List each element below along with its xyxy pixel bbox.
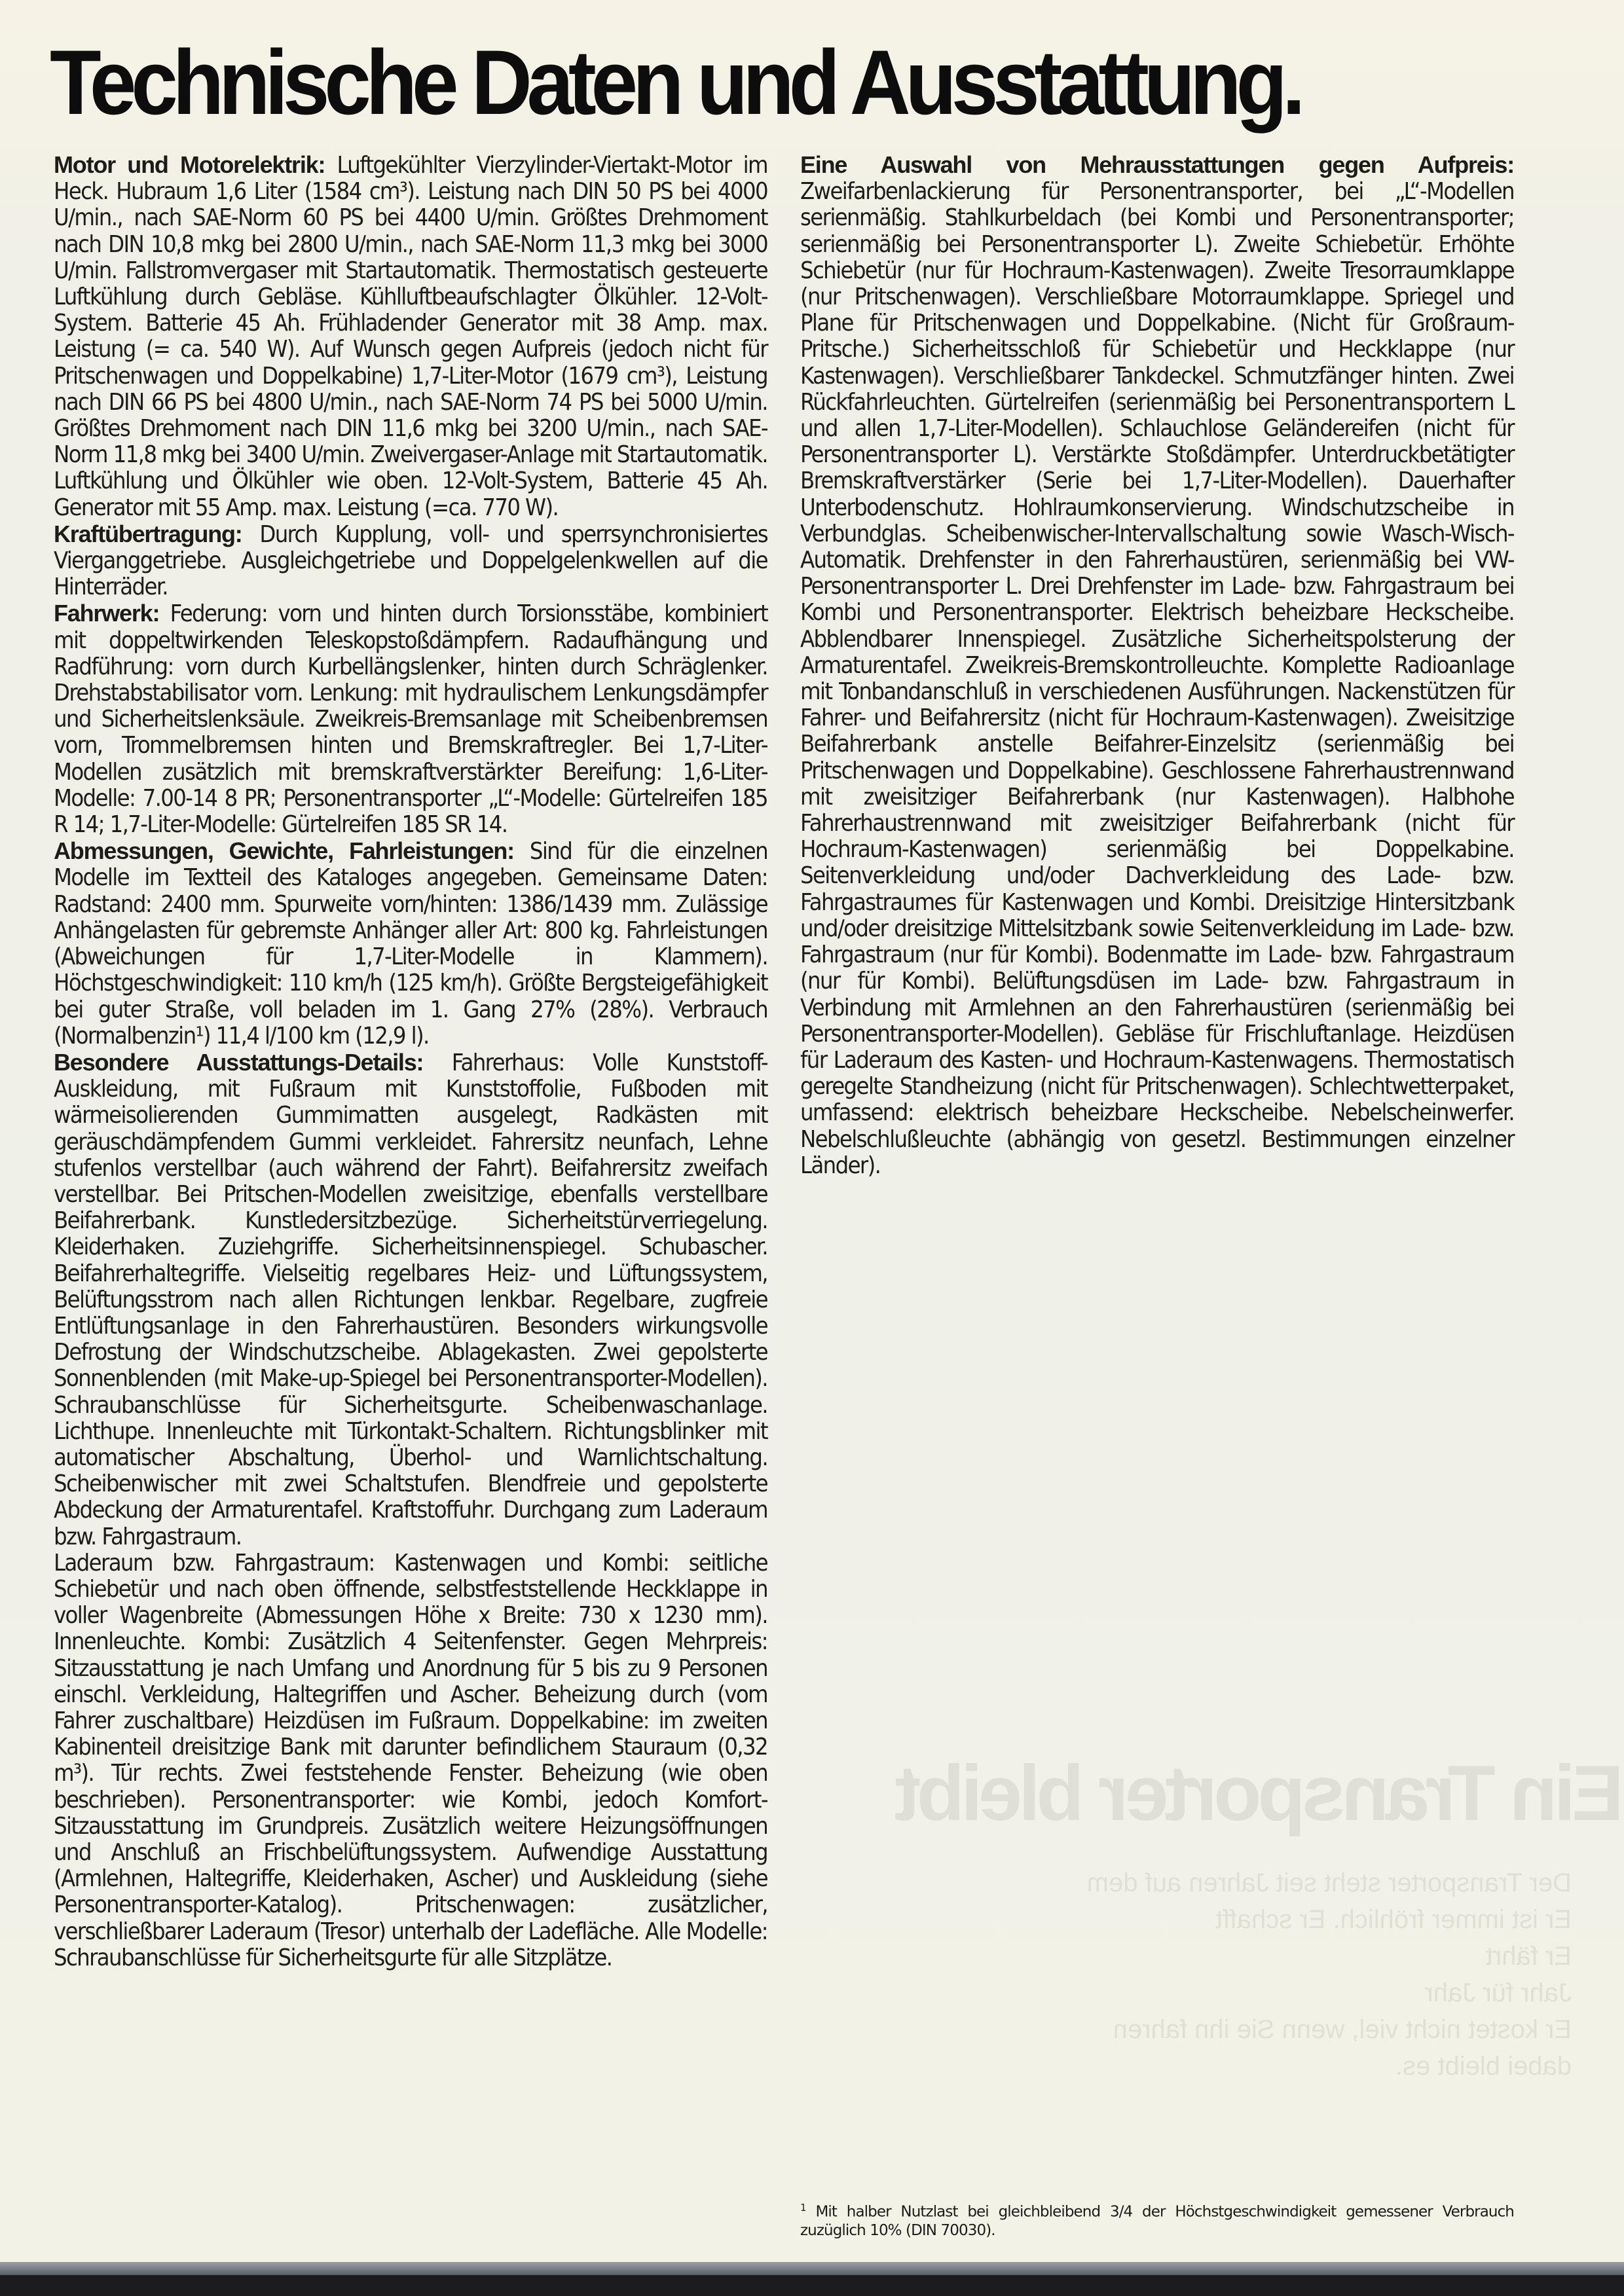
section-kraftuebertragung <box>54 521 767 601</box>
section-motor <box>54 152 767 521</box>
section-heading: Eine Auswahl von Mehrausstattungen gegen Aufpreis: <box>800 151 1514 178</box>
section-heading: Kraftübertragung: <box>54 520 242 547</box>
section-text: Sind für die einzelnen Modelle im Textteil des Kataloges angegeben. Gemeinsame Daten: Radstand: 2400 mm. Spurweite vorn/hinten: 1386/1439 mm. Zulässige Anhängelasten für gebremste Anhänger aller Art: 800 kg. Fahrleistungen (Abweichungen für 1,7-Liter-Modelle in Klammern). Höchstgeschwindigkeit: 110 km/h (125 km/h). Größte Bergsteigefähigkeit bei guter Straße, voll beladen im 1. Gang 27% (28%). Verbrauch (Normalbenzin¹) 11,4 l/100 km (12,9 l). <box>54 838 767 1049</box>
section-laderaum <box>54 1550 767 1971</box>
page-title: Technische Daten und Ausstattung. <box>50 31 1301 134</box>
section-abmessungen <box>54 838 767 1049</box>
section-besondere-ausstattung <box>54 1049 767 1550</box>
section-heading: Fahrwerk: <box>54 600 160 627</box>
ghost-heading: Ein Transporter bleibt <box>898 1749 1624 1837</box>
right-column <box>800 152 1514 1179</box>
section-text: Durch Kupplung, voll- und sperrsynchronisiertes Vierganggetriebe. Ausgleichgetriebe und Doppelgelenkwellen auf die Hinterräder. <box>54 520 767 601</box>
section-text: Luftgekühlter Vierzylinder-Viertakt-Motor im Heck. Hubraum 1,6 Liter (1584 cm³). Leistung nach DIN 50 PS bei 4000 U/min., nach SAE-Norm 60 PS bei 4400 U/min. Größtes Drehmoment nach DIN 10,8 mkg bei 2800 U/min., nach SAE-Norm 11,3 mkg bei 3000 U/min. Fallstromvergaser mit Startautomatik. Thermostatisch gesteuerte Luftkühlung durch Gebläse. Kühlluftbeaufschlagter Ölkühler. 12-Volt-System. Batterie 45 Ah. Frühladender Generator mit 38 Amp. max. Leistung (= ca. 540 W). Auf Wunsch gegen Aufpreis (jedoch nicht für Pritschenwagen und Doppelkabine) 1,7-Liter-Motor (1679 cm³), Leistung nach DIN 66 PS bei 4800 U/min., nach SAE-Norm 74 PS bei 5000 U/min. Größtes Drehmoment nach DIN 11,6 mkg bei 3200 U/min., nach SAE-Norm 11,8 mkg bei 3400 U/min. Zweivergaser-Anlage mit Startautomatik. Luftkühlung und Ölkühler wie oben. 12-Volt-System, Batterie 45 Ah. Generator mit 55 Amp. max. Leistung (=ca. 770 W). <box>54 152 767 521</box>
scanner-background <box>0 2275 1624 2296</box>
ghost-line: Er kostet nicht viel, wenn Sie ihn fahren <box>1113 2015 1572 2044</box>
page-edge-shadow <box>0 2262 1624 2275</box>
footnote-text: Mit halber Nutzlast bei gleichbleibend 3/4 der Höchstgeschwindigkeit gemessener Verbrauch zuzüglich 10% (DIN 70030). <box>800 2203 1514 2239</box>
ghost-line: dabei bleibt es. <box>1395 2052 1572 2081</box>
ghost-line: Der Transporter steht seit Jahren auf dem <box>1086 1868 1572 1897</box>
left-column <box>54 152 767 1971</box>
ghost-line: Jahr für Jahr <box>1424 1978 1572 2007</box>
section-fahrwerk <box>54 600 767 838</box>
section-text: Federung: vorn und hinten durch Torsionsstäbe, kombiniert mit doppeltwirkenden Teleskopstoßdämpfern. Radaufhängung und Radführung: vorn durch Kurbellängslenker, hinten durch Schräglenker. Drehstabstabilisator vorn. Lenkung: mit hydraulischem Lenkungsdämpfer und Sicherheitslenksäule. Zweikreis-Bremsanlage mit Scheibenbremsen vorn, Trommelbremsen hinten und Bremskraftregler. Bei 1,7-Liter-Modellen zusätzlich mit bremskraftverstärkter Bereifung: 1,6-Liter-Modelle: 7.00-14 8 PR; Personentransporter „L“-Modelle: Gürtelreifen 185 R 14; 1,7-Liter-Modelle: Gürtelreifen 185 SR 14. <box>54 600 767 839</box>
section-heading: Abmessungen, Gewichte, Fahrleistungen: <box>54 837 514 865</box>
reverse-side-bleed-through <box>773 1689 1624 2121</box>
ghost-line: Er fährt <box>1485 1942 1572 1971</box>
section-text: Zweifarbenlackierung für Personentransporter, bei „L“-Modellen serienmäßig. Stahlkurbeldach (bei Kombi und Personentransporter; serienmäßig bei Personentransporter L). Zweite Schiebetür. Erhöhte Schiebetür (nur für Hochraum-Kastenwagen). Zweite Tresorraumklappe (nur Pritschenwagen). Verschließbare Motorraumklappe. Spriegel und Plane für Pritschenwagen und Doppelkabine. (Nicht für Großraum-Pritsche.) Sicherheitsschloß für Schiebetür und Heckklappe (nur Kastenwagen). Verschließbarer Tankdeckel. Schmutzfänger hinten. Zwei Rückfahrleuchten. Gürtelreifen (serienmäßig bei Personentransportern L und allen 1,7-Liter-Modellen). Schlauchlose Geländereifen (nicht für Personentransporter L). Verstärkte Stoßdämpfer. Unterdruckbetätigter Bremskraftverstärker (Serie bei 1,7-Liter-Modellen). Dauerhafter Unterbodenschutz. Hohlraumkonservierung. Windschutzscheibe in Verbundglas. Scheibenwischer-Intervallschaltung sowie Wasch-Wisch-Automatik. Drehfenster in den Fahrerhaustüren, serienmäßig bei VW-Personentransporter L. Drei Drehfenster im Lade- bzw. Fahrgastraum bei Kombi und Personentransporter. Elektrisch beheizbare Heckscheibe. Abblendbarer Innenspiegel. Zusätzliche Sicherheitspolsterung der Armaturentafel. Zweikreis-Bremskontrolleuchte. Komplette Radioanlage mit Tonbandanschluß in verschiedenen Ausführungen. Nackenstützen für Fahrer- und Beifahrersitz (nicht für Hochraum-Kastenwagen). Zweisitzige Beifahrerbank anstelle Beifahrer-Einzelsitz (serienmäßig bei Pritschenwagen und Doppelkabine). Geschlossene Fahrerhaustrennwand mit zweisitziger Beifahrerbank (nur Kastenwagen). Halbhohe Fahrerhaustrennwand mit zweisitziger Beifahrerbank (nicht für Hochraum-Kastenwagen) serienmäßig bei Doppelkabine. Seitenverkleidung und/oder Dachverkleidung des Lade- bzw. Fahrgastraumes für Kastenwagen und Kombi. Dreisitzige Hintersitzbank und/oder dreisitzige Mittelsitzbank sowie Seitenverkleidung im Lade- bzw. Fahrgastraum (nur für Kombi). Bodenmatte im Lade- bzw. Fahrgastraum (nur für Kombi). Belüftungsdüsen im Lade- bzw. Fahrgastraum in Verbindung mit Armlehnen an den Fahrerhaustüren (serienmäßig bei Personentransporter-Modellen). Gebläse für Frischluftanlage. Heizdüsen für Laderaum des Kasten- und Hochraum-Kastenwagens. Thermostatisch geregelte Standheizung (nicht für Pritschenwagen). Schlechtwetterpaket, umfassend: elektrisch beheizbare Heckscheibe. Nebelscheinwerfer. Nebelschlußleuchte (abhängig von gesetzl. Bestimmungen einzelner Länder). <box>800 178 1514 1179</box>
footnote <box>800 2198 1514 2240</box>
section-heading: Besondere Ausstattungs-Details: <box>54 1048 424 1076</box>
ghost-body <box>773 1865 1572 2085</box>
section-mehrausstattungen <box>800 152 1514 1179</box>
section-heading: Motor und Motorelektrik: <box>54 151 325 178</box>
ghost-line: Er ist immer fröhlich. Er schafft <box>1215 1905 1572 1934</box>
footnote-marker: 1 <box>800 2202 806 2214</box>
section-text: Fahrerhaus: Volle Kunststoff-Auskleidung, mit Fußraum mit Kunststoffolie, Fußboden mit wärmeisolierenden Gummimatten ausgelegt, Radkästen mit geräuschdämpfendem Gummi verkleidet. Fahrersitz neunfach, Lehne stufenlos verstellbar (auch während der Fahrt). Beifahrersitz zweifach verstellbar. Bei Pritschen-Modellen zweisitzige, ebenfalls verstellbare Beifahrerbank. Kunstledersitzbezüge. Sicherheitstürverriegelung. Kleiderhaken. Zuziehgriffe. Sicherheitsinnenspiegel. Schubascher. Beifahrerhaltegriffe. Vielseitig regelbares Heiz- und Lüftungssystem, Belüftungsstrom nach allen Richtungen lenkbar. Regelbare, zugfreie Entlüftungsanlage in den Fahrerhaustüren. Besonders wirkungsvolle Defrostung der Windschutzscheibe. Ablagekasten. Zwei gepolsterte Sonnenblenden (mit Make-up-Spiegel bei Personentransporter-Modellen). Schraubanschlüsse für Sicherheitsgurte. Scheibenwaschanlage. Lichthupe. Innenleuchte mit Türkontakt-Schaltern. Richtungsblinker mit automatischer Abschaltung, Überhol- und Warnlichtschaltung. Scheibenwischer mit zwei Schaltstufen. Blendfreie und gepolsterte Abdeckung der Armaturentafel. Kraftstoffuhr. Durchgang zum Laderaum bzw. Fahrgastraum. <box>54 1049 767 1550</box>
section-text: Laderaum bzw. Fahrgastraum: Kastenwagen und Kombi: seitliche Schiebetür und nach oben öffnende, selbstfeststellende Heckklappe in voller Wagenbreite (Abmessungen Höhe x Breite: 730 x 1230 mm). Innenleuchte. Kombi: Zusätzlich 4 Seitenfenster. Gegen Mehrpreis: Sitzausstattung je nach Umfang und Anordnung für 5 bis zu 9 Personen einschl. Verkleidung, Haltegriffen und Ascher. Beheizung durch (vom Fahrer zuschaltbare) Heizdüsen im Fußraum. Doppelkabine: im zweiten Kabinenteil dreisitzige Bank mit darunter befindlichem Stauraum (0,32 m³). Tür rechts. Zwei feststehende Fenster. Beheizung (wie oben beschrieben). Personentransporter: wie Kombi, jedoch Komfort-Sitzausstattung im Grundpreis. Zusätzlich weitere Heizungsöffnungen und Anschluß an Frischbelüftungssystem. Aufwendige Ausstattung (Armlehnen, Haltegriffe, Kleiderhaken, Ascher) und Auskleidung (siehe Personentransporter-Katalog). Pritschenwagen: zusätzlicher, verschließbarer Laderaum (Tresor) unterhalb der Ladefläche. Alle Modelle: Schraubanschlüsse für Sicherheitsgurte für alle Sitzplätze. <box>54 1549 767 1971</box>
